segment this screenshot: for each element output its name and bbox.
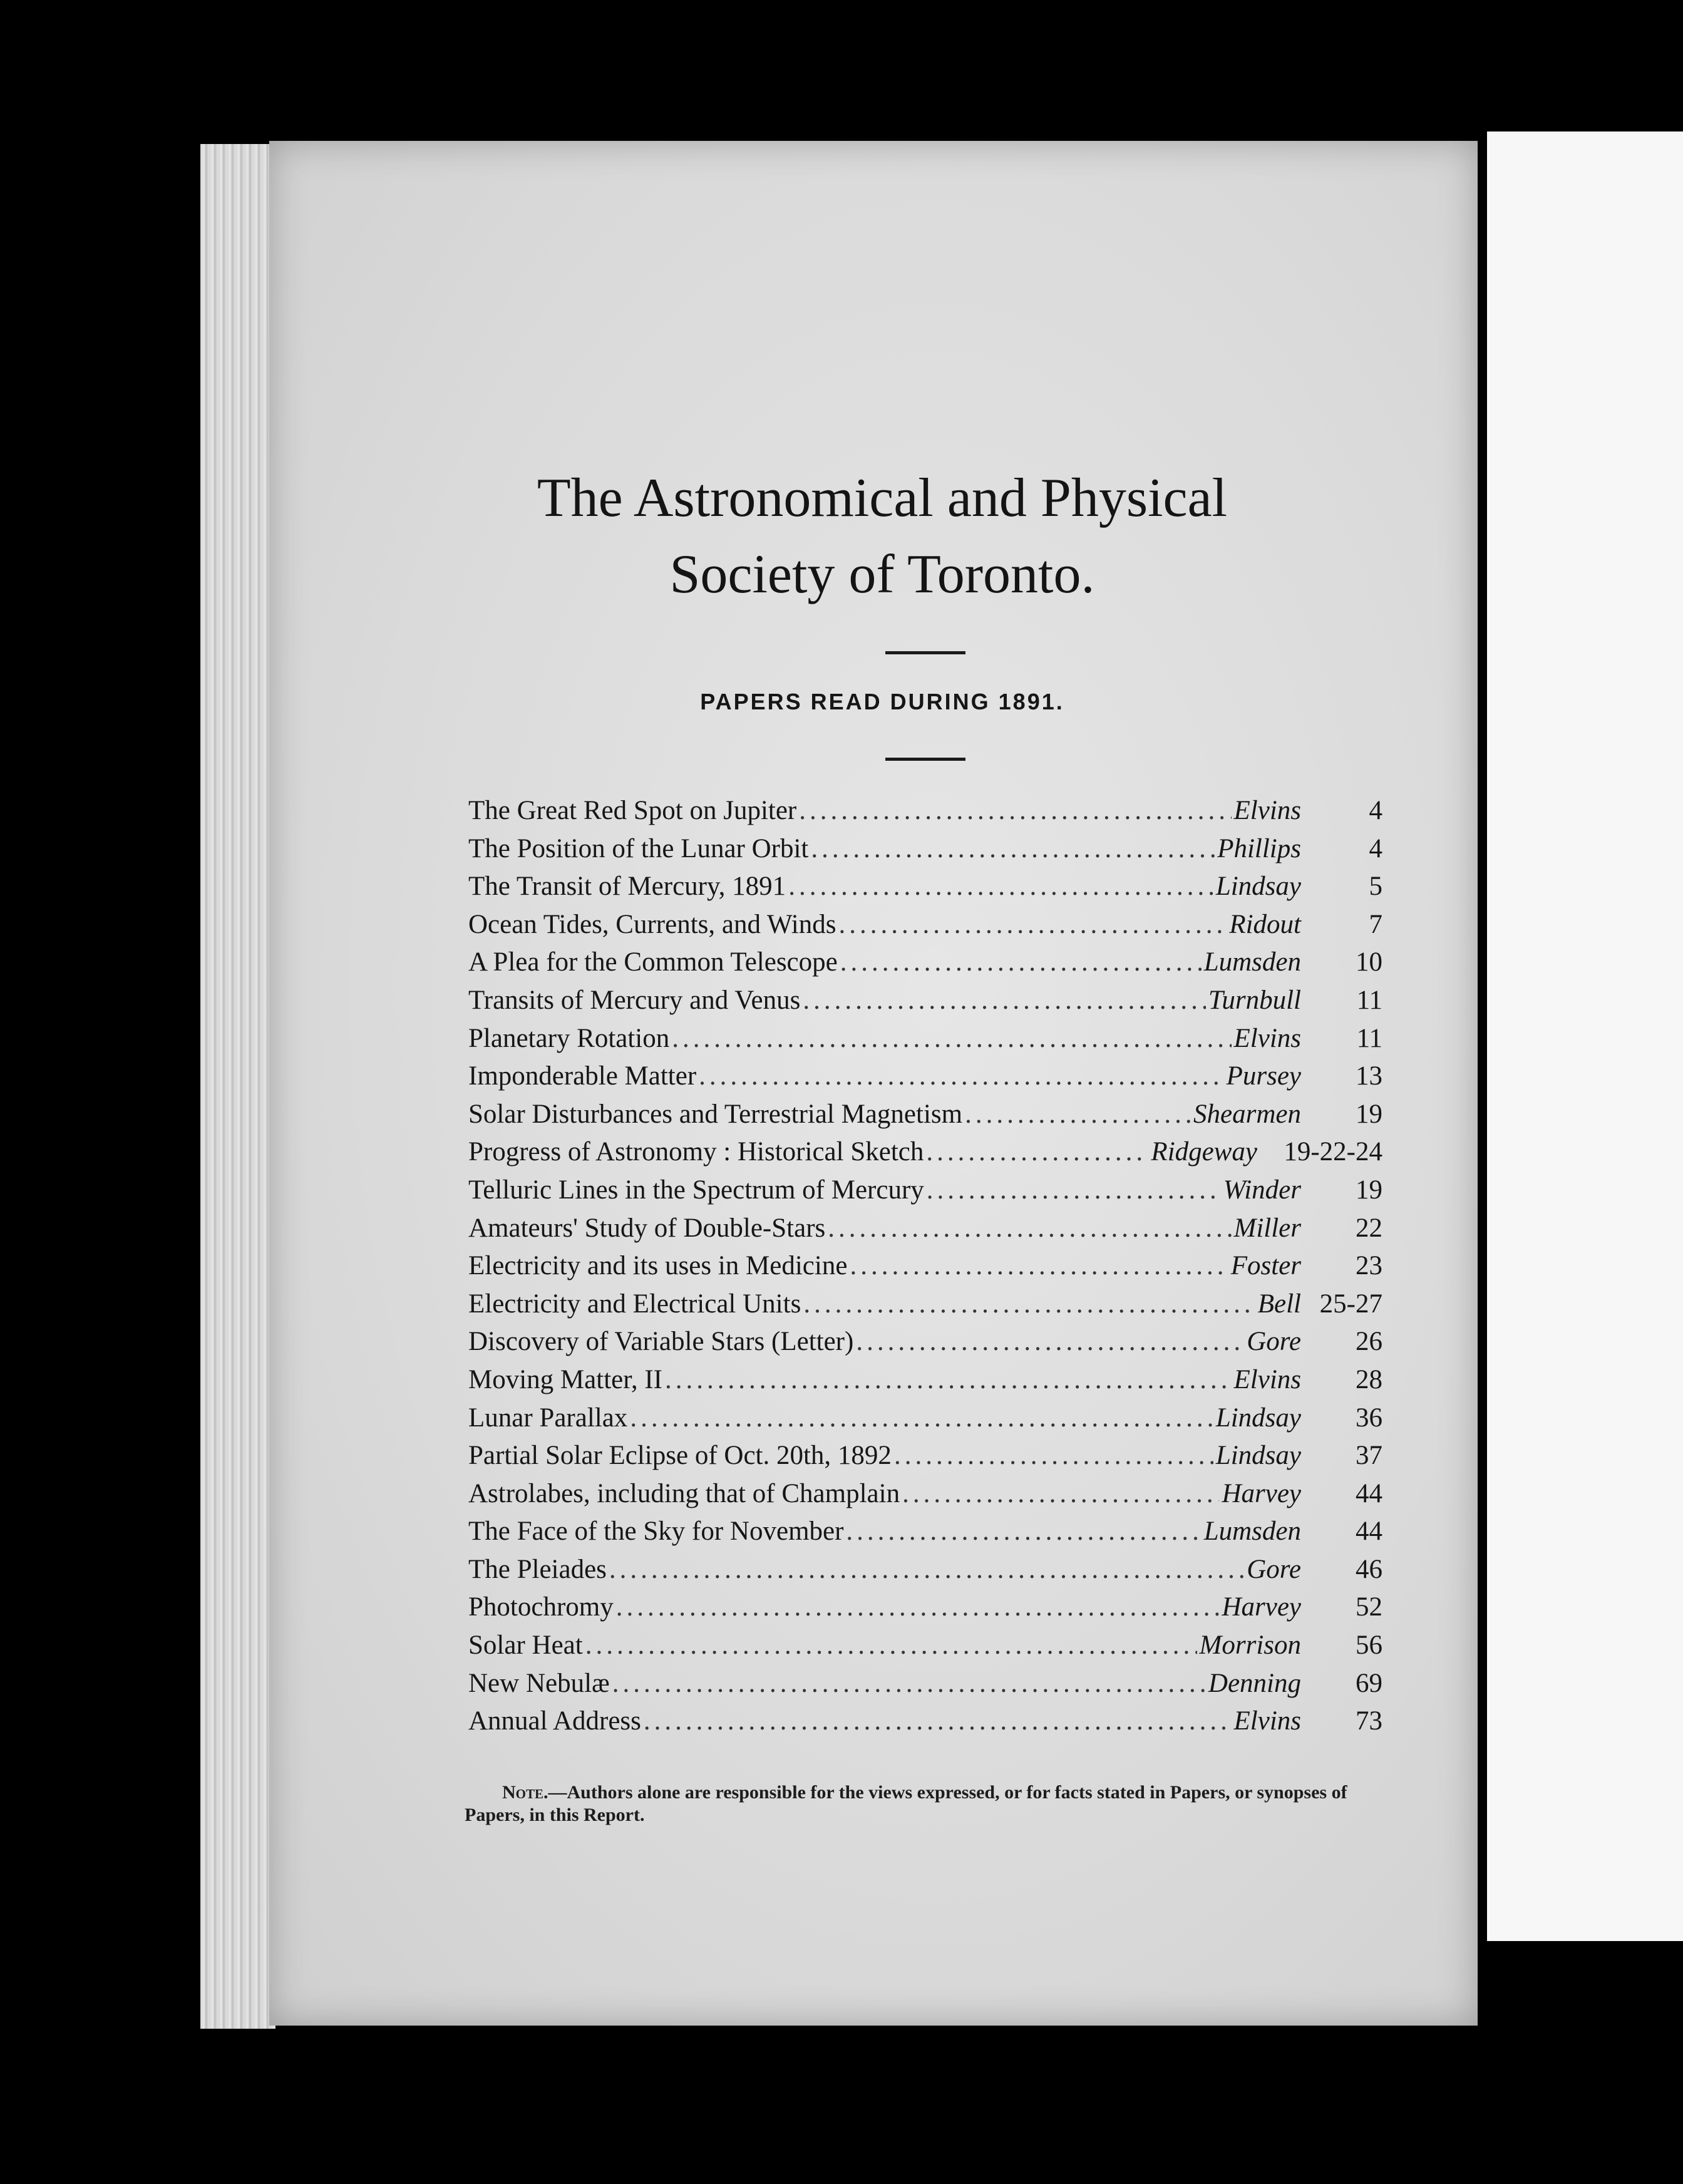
paper-author: Denning [1208,1668,1301,1698]
paper-author: Miller [1233,1213,1301,1243]
leader-dots [965,1099,1191,1130]
page-title-line-1: The Astronomical and Physical [537,468,1228,528]
list-item [468,1061,1382,1099]
list-item [468,1403,1382,1441]
paper-title: A Plea for the Common Telescope [468,947,838,977]
paper-title: Electricity and its uses in Medicine [468,1251,848,1281]
leader-dots [811,833,1215,864]
paper-title: Ocean Tides, Currents, and Winds [468,909,836,939]
paper-author: Gore [1247,1327,1301,1357]
page-number: 11 [1356,985,1382,1015]
paper-author: Lumsden [1203,1517,1301,1547]
leader-dots [850,1250,1228,1281]
paper-title: Annual Address [468,1706,641,1736]
paper-title: The Great Red Spot on Jupiter [468,796,797,825]
page-number: 11 [1356,1023,1382,1053]
table-of-contents [468,795,1382,1744]
leader-dots [828,1213,1231,1244]
list-item [468,1440,1382,1478]
leader-dots [902,1478,1219,1509]
leader-dots [803,1289,1255,1319]
leader-dots [616,1592,1220,1622]
page-number: 56 [1356,1630,1382,1661]
paper-title: The Face of the Sky for November [468,1517,844,1547]
list-item [468,1023,1382,1061]
page-number: 28 [1356,1364,1382,1394]
paper-author: Elvins [1233,1023,1301,1053]
paper-author: Lindsay [1215,1441,1301,1471]
footnote-text: —Authors alone are responsible for the views expressed, or for facts stated in Papers, or synopses of Papers, in this Report. [465,1782,1347,1825]
paper-title: Transits of Mercury and Venus [468,985,801,1015]
leader-dots [839,909,1227,940]
paper-author: Morrison [1199,1630,1301,1661]
paper-title: The Transit of Mercury, 1891 [468,872,786,902]
list-item [468,871,1382,909]
paper-title: Discovery of Variable Stars (Letter) [468,1327,854,1357]
page-number: 37 [1356,1441,1382,1471]
leader-dots [585,1630,1197,1661]
page-number: 4 [1369,796,1382,825]
next-page-edge [1487,131,1683,1941]
page-title-line-2: Society of Toronto. [669,544,1095,605]
paper-author: Phillips [1217,833,1301,863]
list-item [468,833,1382,872]
paper-author: Lumsden [1203,947,1301,977]
list-item [468,1326,1382,1364]
page-number: 5 [1369,872,1382,902]
paper-title: Photochromy [468,1592,614,1622]
page-number: 36 [1356,1403,1382,1433]
paper-author: Elvins [1233,1706,1301,1736]
footnote [465,1781,1385,1826]
leader-dots [644,1706,1232,1736]
paper-author: Ridgeway [1151,1137,1257,1167]
paper-title: Telluric Lines in the Spectrum of Mercury [468,1175,924,1205]
list-item [468,1516,1382,1554]
page-number: 19 [1356,1099,1382,1129]
paper-author: Pursey [1226,1061,1301,1091]
page-number: 52 [1356,1592,1382,1622]
list-item [468,985,1382,1023]
leader-dots [926,1136,1148,1167]
leader-dots [846,1516,1201,1547]
list-item [468,947,1382,985]
page-number: 73 [1356,1706,1382,1736]
page-number: 19-22-24 [1284,1137,1382,1167]
list-item [468,1668,1382,1706]
page-number: 7 [1369,909,1382,939]
leader-dots [927,1175,1221,1205]
list-item [468,1213,1382,1251]
leader-dots [630,1403,1213,1433]
section-heading: PAPERS READ DURING 1891. [700,689,1064,714]
list-item [468,1364,1382,1403]
divider-rule-bottom [885,758,965,761]
list-item [468,1592,1382,1630]
page-edges [200,144,275,2029]
leader-dots [803,985,1206,1016]
paper-author: Harvey [1222,1478,1301,1508]
paper-author: Gore [1247,1554,1301,1584]
leader-dots [612,1668,1206,1699]
paper-title: Moving Matter, II [468,1364,662,1394]
paper-title: Solar Disturbances and Terrestrial Magnetism [468,1099,963,1129]
paper-title: Lunar Parallax [468,1403,628,1433]
leader-dots [788,871,1213,902]
page-number: 19 [1356,1175,1382,1205]
page-number: 10 [1356,947,1382,977]
paper-title: Imponderable Matter [468,1061,697,1091]
paper-title: New Nebulæ [468,1668,610,1698]
list-item [468,1099,1382,1137]
leader-dots [665,1364,1232,1395]
list-item [468,795,1382,833]
paper-author: Elvins [1233,796,1301,825]
leader-dots [609,1554,1244,1585]
page-number: 44 [1356,1478,1382,1508]
paper-author: Foster [1230,1251,1301,1281]
paper-title: Partial Solar Eclipse of Oct. 20th, 1892 [468,1441,892,1471]
list-item [468,1175,1382,1213]
paper-author: Turnbull [1208,985,1301,1015]
list-item [468,1554,1382,1592]
paper-author: Bell [1257,1289,1301,1319]
list-item [468,1136,1382,1175]
leader-dots [840,947,1202,977]
paper-author: Harvey [1222,1592,1301,1622]
leader-dots [799,795,1231,826]
paper-title: Progress of Astronomy : Historical Sketch [468,1137,924,1167]
paper-title: Planetary Rotation [468,1023,670,1053]
page-number: 22 [1356,1213,1382,1243]
footnote-label: Note. [502,1782,548,1803]
divider-rule-top [885,651,965,654]
leader-dots [699,1061,1223,1091]
leader-dots [672,1023,1231,1054]
paper-author: Lindsay [1215,872,1301,902]
list-item [468,1289,1382,1327]
page-number: 44 [1356,1517,1382,1547]
list-item [468,909,1382,947]
paper-author: Shearmen [1193,1099,1301,1129]
paper-title: The Position of the Lunar Orbit [468,833,809,863]
paper-title: Astrolabes, including that of Champlain [468,1478,900,1508]
paper-author: Ridout [1229,909,1301,939]
list-item [468,1706,1382,1744]
paper-author: Winder [1223,1175,1301,1205]
paper-author: Elvins [1233,1364,1301,1394]
page-number: 4 [1369,833,1382,863]
paper-title: Solar Heat [468,1630,583,1661]
paper-title: The Pleiades [468,1554,607,1584]
paper-title: Electricity and Electrical Units [468,1289,801,1319]
list-item [468,1478,1382,1517]
paper-title: Amateurs' Study of Double-Stars [468,1213,826,1243]
leader-dots [856,1326,1244,1357]
list-item [468,1250,1382,1289]
page-number: 25-27 [1319,1289,1382,1319]
page-number: 69 [1356,1668,1382,1698]
page-number: 13 [1356,1061,1382,1091]
leader-dots [894,1440,1213,1471]
list-item [468,1630,1382,1668]
page-number: 46 [1356,1554,1382,1584]
page-number: 23 [1356,1251,1382,1281]
paper-author: Lindsay [1215,1403,1301,1433]
page-number: 26 [1356,1327,1382,1357]
